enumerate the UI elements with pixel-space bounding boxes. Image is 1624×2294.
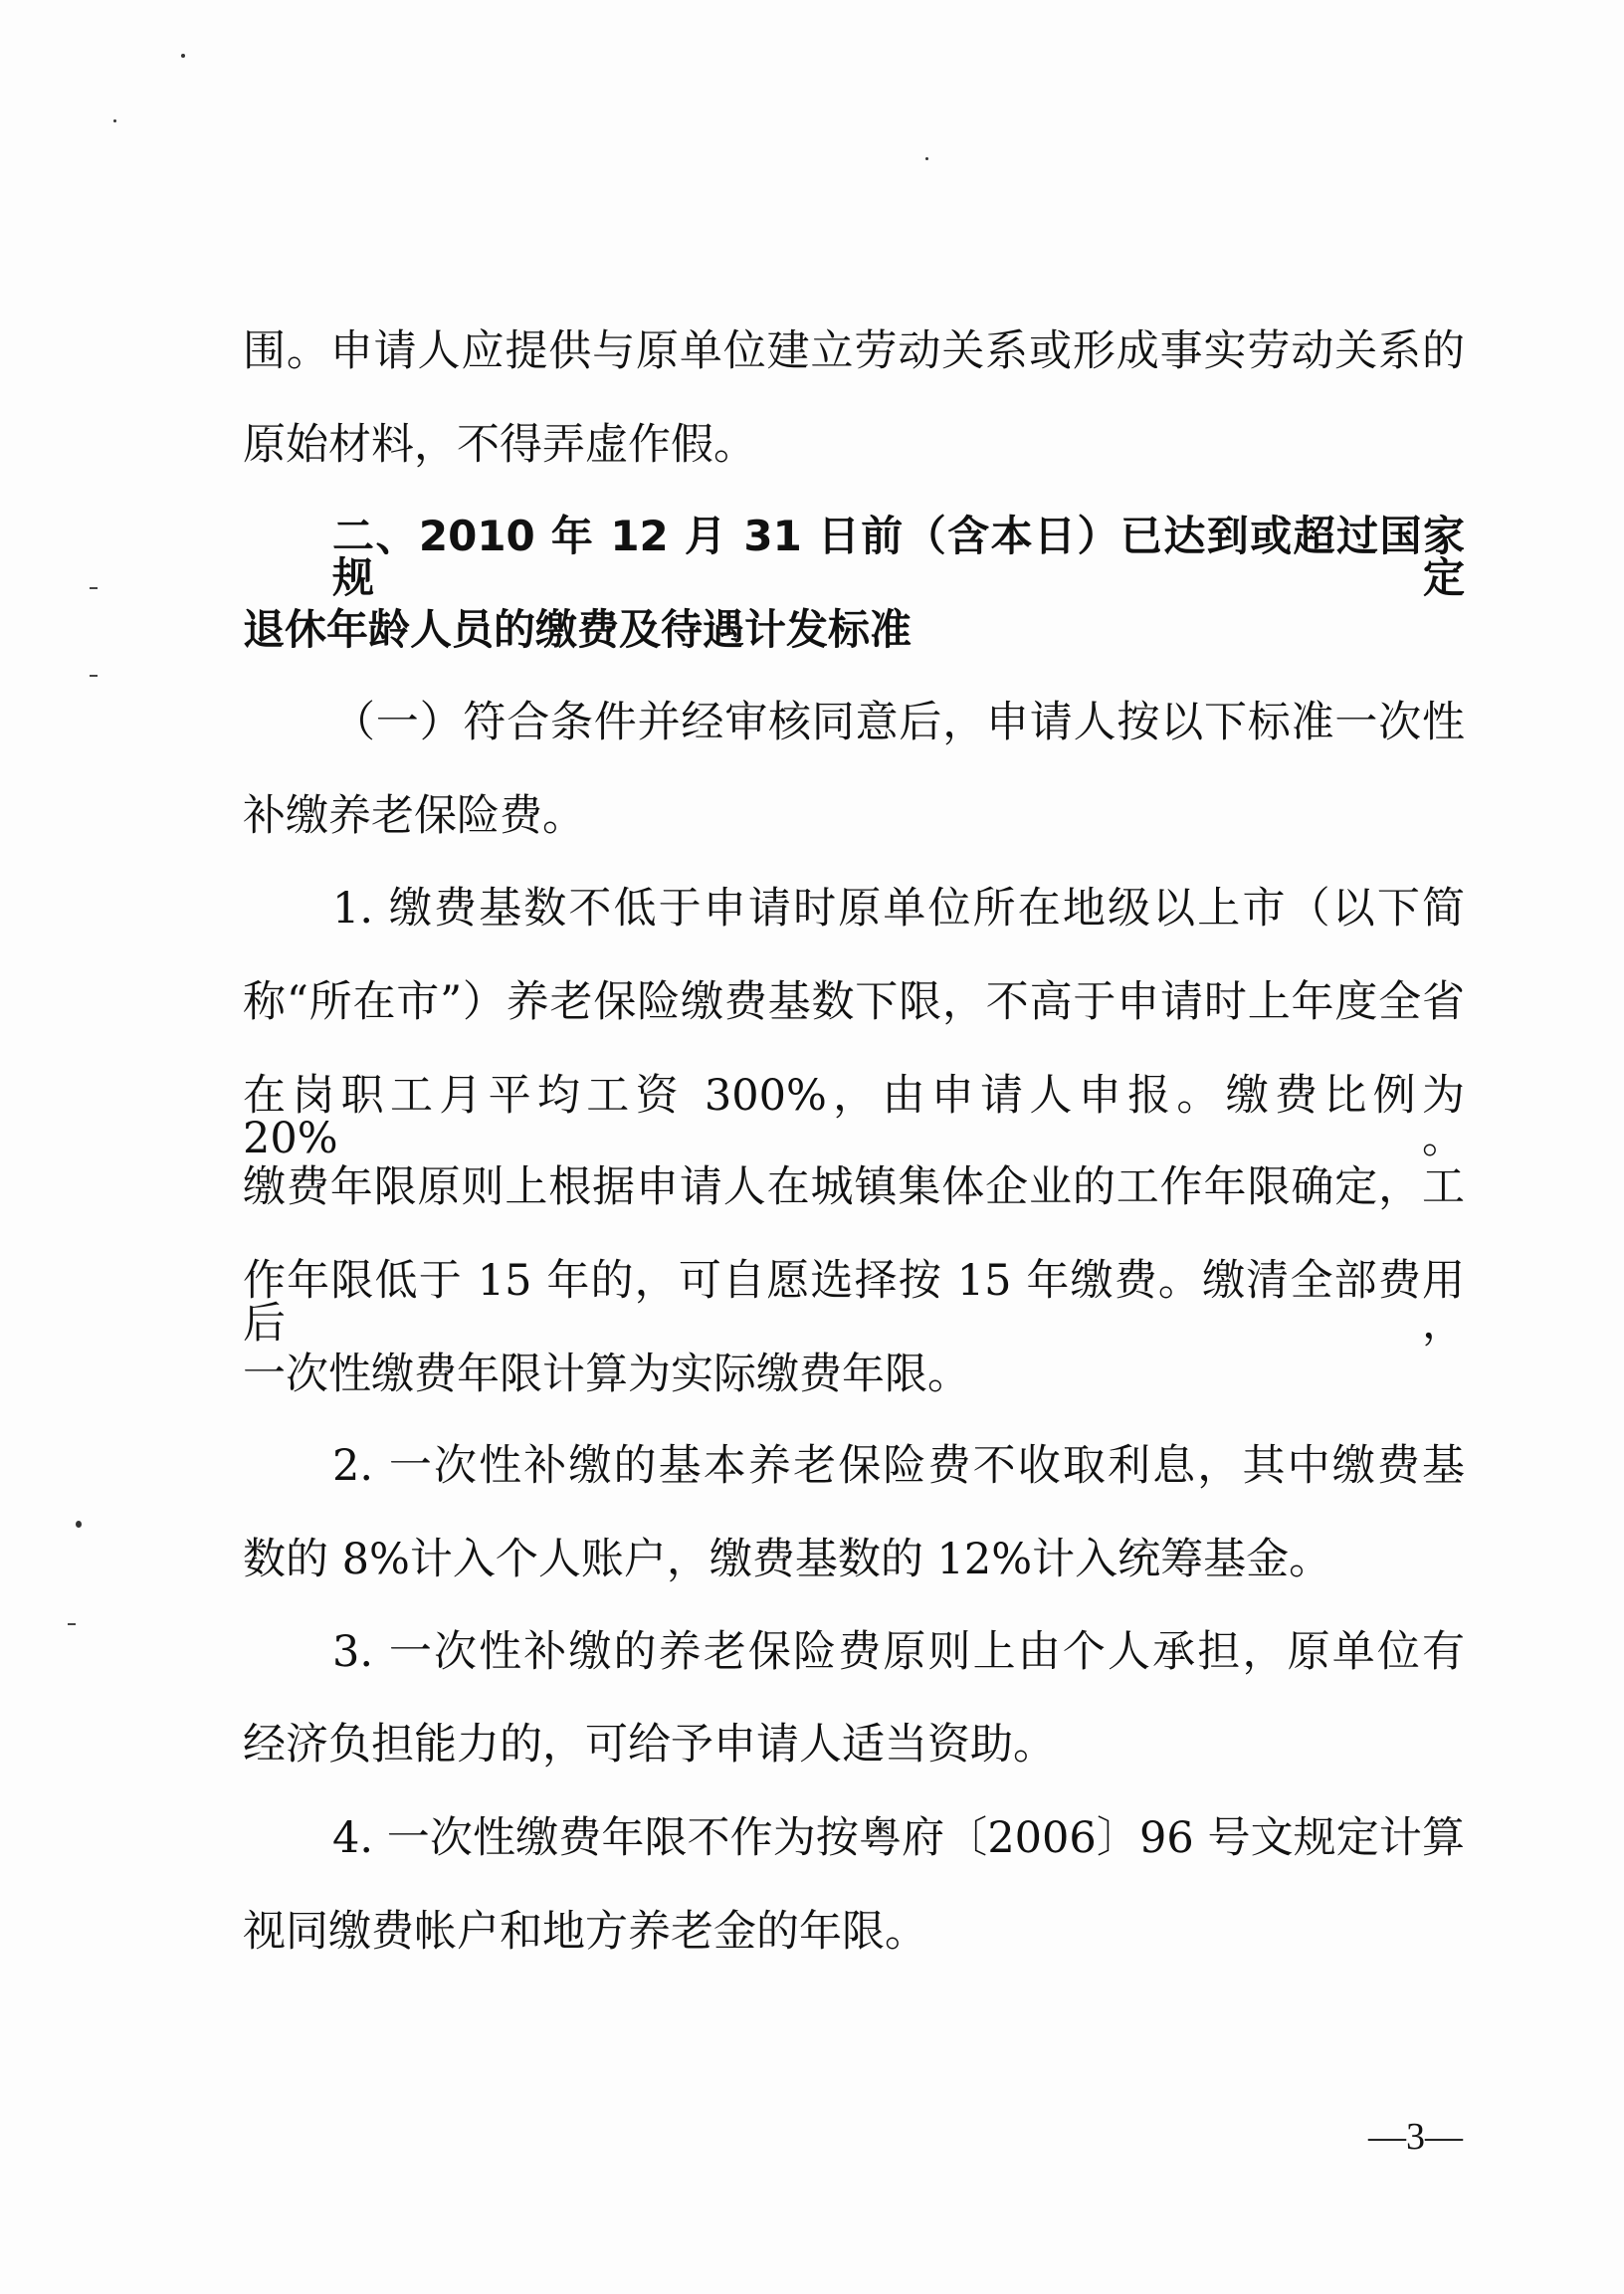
- scan-speck: [90, 675, 98, 677]
- body-line-11: 作年限低于 15 年的，可自愿选择按 15 年缴费。缴清全部费用后，: [243, 1256, 1465, 1349]
- body-line-5: （一）符合条件并经审核同意后，申请人按以下标准一次性: [332, 698, 1465, 747]
- body-line-17: 4. 一次性缴费年限不作为按粤府〔2006〕96 号文规定计算: [332, 1813, 1465, 1863]
- body-line-6: 补缴养老保险费。: [243, 791, 585, 841]
- body-line-13: 2. 一次性补缴的基本养老保险费不收取利息，其中缴费基: [332, 1441, 1465, 1491]
- scan-speck: [113, 119, 116, 122]
- body-line-7: 1. 缴费基数不低于申请时原单位所在地级以上市（以下简: [332, 884, 1465, 934]
- section-heading-line-2: 退休年龄人员的缴费及待遇计发标准: [243, 605, 913, 654]
- scan-speck: [925, 157, 928, 160]
- scan-speck: [181, 54, 185, 58]
- body-line-15: 3. 一次性补缴的养老保险费原则上由个人承担，原单位有: [332, 1627, 1465, 1677]
- body-line-18: 视同缴费帐户和地方养老金的年限。: [243, 1907, 927, 1957]
- body-line-16: 经济负担能力的，可给予申请人适当资助。: [243, 1720, 1056, 1770]
- body-line-12: 一次性缴费年限计算为实际缴费年限。: [243, 1350, 970, 1399]
- scan-speck: [76, 1521, 82, 1528]
- page-number: —3—: [1368, 2116, 1463, 2158]
- body-line-8: 称“所在市”）养老保险缴费基数下限，不高于申请时上年度全省: [243, 977, 1465, 1027]
- body-line-14: 数的 8%计入个人账户，缴费基数的 12%计入统筹基金。: [243, 1535, 1332, 1584]
- body-line-2: 原始材料，不得弄虚作假。: [243, 420, 756, 470]
- section-heading-line-1: 二、2010 年 12 月 31 日前（含本日）已达到或超过国家规定: [332, 512, 1465, 602]
- scan-speck: [68, 1623, 76, 1625]
- body-line-9: 在岗职工月平均工资 300%，由申请人申报。缴费比例为 20%。: [243, 1071, 1465, 1163]
- scan-speck: [90, 587, 98, 589]
- body-line-10: 缴费年限原则上根据申请人在城镇集体企业的工作年限确定，工: [243, 1162, 1465, 1212]
- body-line-1: 围。申请人应提供与原单位建立劳动关系或形成事实劳动关系的: [243, 326, 1465, 376]
